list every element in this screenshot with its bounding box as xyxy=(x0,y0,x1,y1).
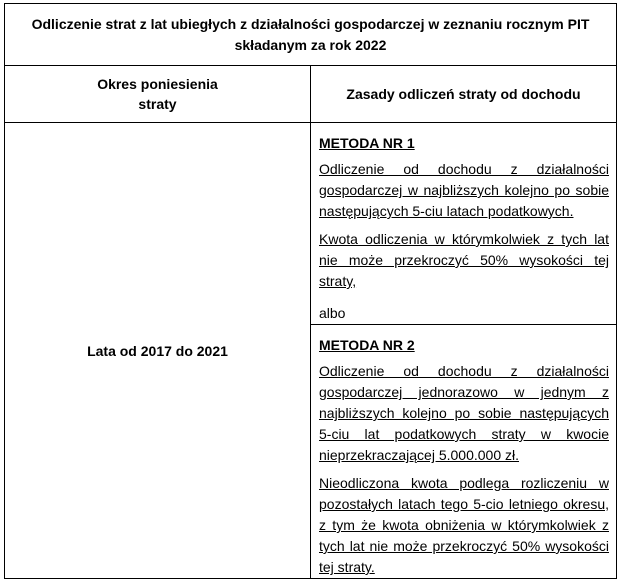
method-1-paragraph-2: Kwota odliczenia w którymkolwiek z tych lat nie może przekroczyć 50% wysokości tej straty, xyxy=(319,231,609,289)
method-1-albo: albo xyxy=(319,305,346,321)
rules-column-header: Zasady odliczeń straty od dochodu xyxy=(311,66,617,123)
method-1-title: METODA NR 1 xyxy=(319,135,415,151)
loss-deduction-table xyxy=(4,3,617,579)
method-2-paragraph-2: Nieodliczona kwota podlega rozliczeniu w pozostałych latach tego 5-cio letniego okresu, z tym że kwota obniżenia w którymkolwiek z tych lat nie może przekroczyć 50% wysokości tej straty. xyxy=(319,475,609,575)
loss-period-cell: Lata od 2017 do 2021 xyxy=(5,123,311,579)
method-2-title: METODA NR 2 xyxy=(319,337,415,353)
table-title-line-2: składanym za rok 2022 xyxy=(234,36,387,53)
method-1-cell xyxy=(311,123,617,325)
method-2-paragraph-1: Odliczenie od dochodu z działalności gospodarczej jednorazowo w jednym z najbliższych kolejno po sobie następujących 5-ciu lat podatkowych straty w kwocie nieprzekraczającej 5.000.000 zł. xyxy=(319,363,609,463)
method-2-cell xyxy=(311,325,617,579)
period-column-header xyxy=(5,66,311,123)
method-1-paragraph-1: Odliczenie od dochodu z działalności gospodarczej w najbliższych kolejno po sobie następujących 5-ciu latach podatkowych. xyxy=(319,161,609,219)
period-header-line-1: Okres poniesienia xyxy=(97,76,218,92)
table-title-line-1: Odliczenie strat z lat ubiegłych z działalności gospodarczej w zeznaniu rocznym PIT xyxy=(31,15,590,32)
period-header-line-2: straty xyxy=(138,96,177,112)
table-title xyxy=(5,4,617,66)
